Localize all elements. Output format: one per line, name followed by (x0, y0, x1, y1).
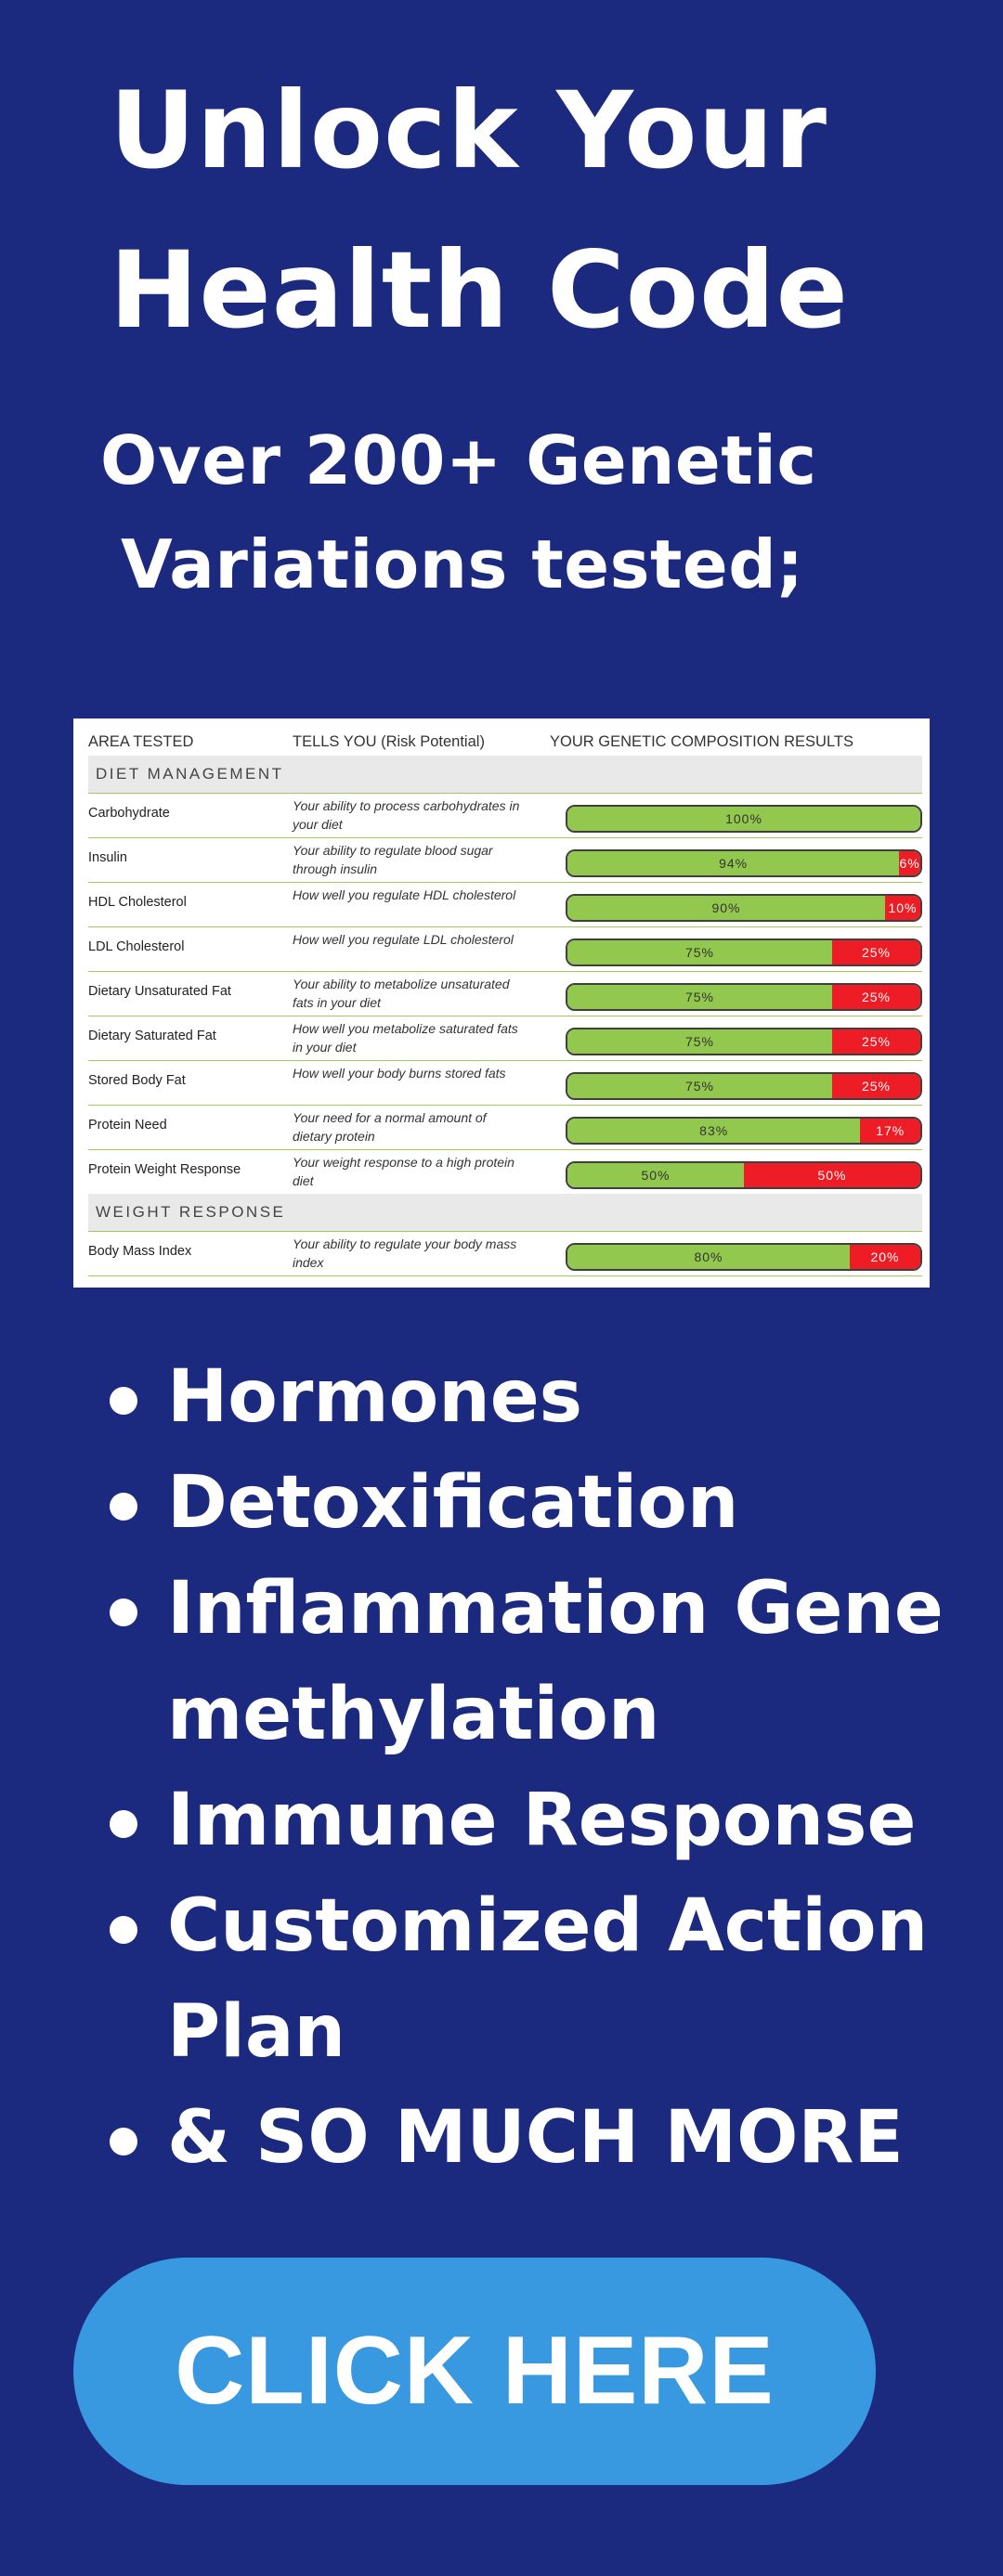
headline (110, 51, 1003, 370)
click-here-button[interactable]: CLICK HERE (73, 2258, 876, 2485)
result-bar-risk: 25% (832, 1029, 920, 1054)
row-description: How well you metabolize saturated fats in your diet (293, 1021, 518, 1055)
result-bar (566, 1161, 922, 1189)
row-area: Insulin (88, 850, 127, 865)
result-bar (566, 983, 922, 1011)
row-area: Carbohydrate (88, 806, 170, 821)
result-bar (566, 1243, 922, 1271)
result-bar-risk: 10% (885, 896, 920, 920)
row-description: How well you regulate LDL cholesterol (293, 932, 514, 947)
result-bar-good: 83% (567, 1119, 860, 1143)
row-area: HDL Cholesterol (88, 895, 187, 910)
result-bar-risk: 25% (832, 1074, 920, 1098)
report-row (88, 971, 922, 1016)
row-area: Body Mass Index (88, 1244, 192, 1259)
subheadline-line-1: Over 200+ Genetic (100, 421, 817, 499)
report-row (88, 882, 922, 926)
row-description: Your need for a normal amount of dietary protein (293, 1110, 487, 1144)
result-bar-good: 75% (567, 985, 832, 1009)
report-row (88, 793, 922, 837)
result-bar-risk: 17% (860, 1119, 920, 1143)
result-bar-risk: 6% (899, 851, 920, 875)
result-bar-good: 100% (567, 807, 920, 831)
feature-item: Immune Response (102, 1767, 994, 1873)
subheadline (100, 408, 1003, 616)
feature-item: & SO MUCH MORE (102, 2085, 994, 2191)
report-row (88, 1231, 922, 1275)
result-bar (566, 805, 922, 833)
report-row (88, 837, 922, 882)
report-row (88, 1105, 922, 1149)
result-bar-good: 50% (567, 1163, 744, 1187)
report-row (88, 1060, 922, 1105)
report-section-title: DIET MANAGEMENT (88, 756, 922, 793)
subheadline-line-2: Variations tested; (121, 525, 804, 603)
result-bar-risk: 20% (850, 1245, 920, 1269)
column-header-area: AREA TESTED (88, 733, 194, 750)
result-bar-good: 75% (567, 940, 832, 964)
row-description: Your ability to metabolize unsaturated fats in your diet (293, 977, 510, 1010)
report-column-headers (88, 733, 922, 754)
headline-line-1: Unlock Your (110, 69, 827, 192)
feature-list (102, 1344, 994, 2191)
result-bar (566, 849, 922, 877)
row-area: Dietary Unsaturated Fat (88, 984, 231, 999)
feature-item: Inflammation Gene methylation (102, 1556, 994, 1767)
row-area: LDL Cholesterol (88, 939, 185, 954)
result-bar-risk: 50% (744, 1163, 920, 1187)
headline-line-2: Health Code (110, 228, 849, 352)
result-bar (566, 1072, 922, 1100)
row-area: Stored Body Fat (88, 1073, 186, 1088)
row-area: Protein Need (88, 1118, 167, 1133)
genetic-report-image (73, 718, 930, 1288)
row-description: Your ability to regulate your body mass index (293, 1236, 517, 1270)
row-area: Protein Weight Response (88, 1162, 241, 1177)
result-bar (566, 894, 922, 922)
result-bar (566, 1117, 922, 1145)
result-bar-risk: 25% (832, 940, 920, 964)
feature-item: Hormones (102, 1344, 994, 1450)
row-description: How well you regulate HDL cholesterol (293, 887, 516, 902)
row-description: Your ability to regulate blood sugar through insulin (293, 843, 493, 876)
feature-item: Customized Action Plan (102, 1873, 994, 2085)
result-bar-good: 75% (567, 1029, 832, 1054)
row-description: How well your body burns stored fats (293, 1066, 506, 1081)
result-bar-good: 94% (567, 851, 899, 875)
report-row (88, 926, 922, 971)
result-bar-good: 75% (567, 1074, 832, 1098)
row-divider (88, 1275, 922, 1276)
report-row (88, 1149, 922, 1194)
row-description: Your weight response to a high protein diet (293, 1155, 515, 1188)
result-bar (566, 1028, 922, 1055)
result-bar-risk: 25% (832, 985, 920, 1009)
column-header-tells: TELLS YOU (Risk Potential) (293, 733, 485, 750)
result-bar-good: 80% (567, 1245, 850, 1269)
result-bar (566, 938, 922, 966)
row-area: Dietary Saturated Fat (88, 1029, 216, 1043)
row-description: Your ability to process carbohydrates in your diet (293, 798, 520, 832)
result-bar-good: 90% (567, 896, 885, 920)
report-row (88, 1016, 922, 1060)
report-section-title: WEIGHT RESPONSE (88, 1194, 922, 1231)
feature-item: Detoxification (102, 1450, 994, 1556)
column-header-results: YOUR GENETIC COMPOSITION RESULTS (550, 733, 853, 750)
